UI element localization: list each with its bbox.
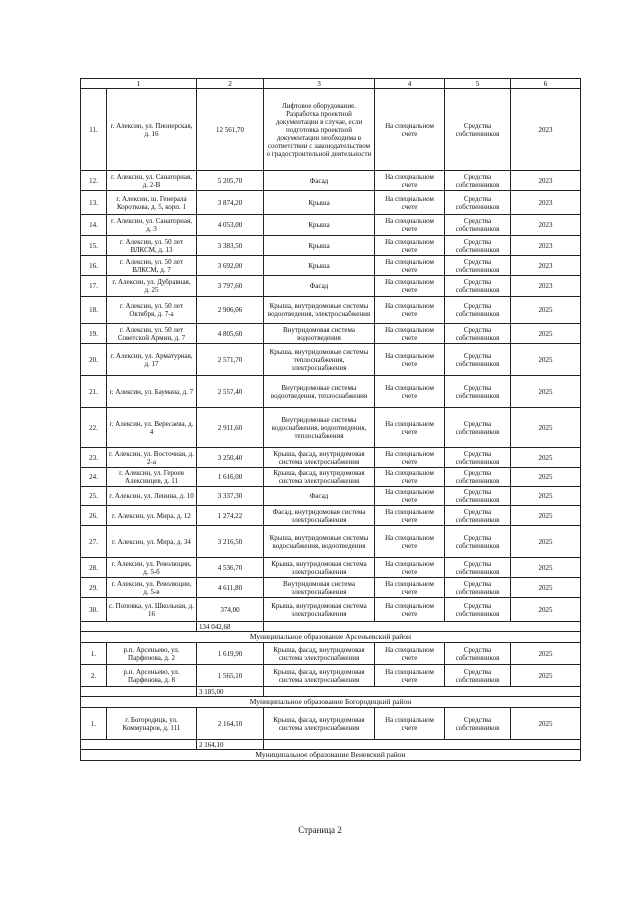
row-number: 24. [81,468,107,487]
table-row [81,708,581,740]
year-cell: 2023 [511,171,581,191]
account-cell: На специальном счете [375,344,445,376]
table-header-row [81,79,581,89]
address-cell: г. Алексин, ул. Героев Алексинцев, д. 11 [107,468,197,487]
work-type-cell: Крыша [264,215,375,236]
funding-source-cell: Средства собственников [445,468,511,487]
row-number: 14. [81,215,107,236]
total-cost-cell: 134 042,68 [197,622,264,632]
funding-source-cell: Средства собственников [445,171,511,191]
total-cost-cell: 3 185,00 [197,687,264,697]
work-type-cell: Внутридомовая система электроснабжения [264,578,375,598]
table-row [81,215,581,236]
cost-cell: 3 216,50 [197,526,264,558]
funding-source-cell: Средства собственников [445,89,511,171]
row-number: 27. [81,526,107,558]
account-cell: На специальном счете [375,665,445,687]
year-cell: 2025 [511,708,581,740]
total-row [81,687,581,697]
section-title: Муниципальное образование Веневский район [81,750,581,761]
total-row [81,740,581,750]
row-number: 26. [81,506,107,526]
section-row [81,632,581,643]
header-cell: 1 [81,79,197,89]
address-cell: г. Алексин, ул. 50 лет ВЛКСМ, д. 13 [107,236,197,256]
work-type-cell: Крыша [264,256,375,276]
account-cell: На специальном счете [375,256,445,276]
cost-cell: 374,00 [197,598,264,622]
year-cell: 2025 [511,468,581,487]
funding-source-cell: Средства собственников [445,643,511,665]
funding-source-cell: Средства собственников [445,236,511,256]
cost-cell: 4 611,80 [197,578,264,598]
section-title: Муниципальное образование Арсеньевский район [81,632,581,643]
table-row [81,665,581,687]
row-number: 15. [81,236,107,256]
funding-source-cell: Средства собственников [445,408,511,448]
address-cell: с. Поповка, ул. Школьная, д. 16 [107,598,197,622]
section-title: Муниципальное образование Богородицкий район [81,697,581,708]
table-row [81,324,581,344]
year-cell: 2025 [511,487,581,506]
account-cell: На специальном счете [375,643,445,665]
row-number: 30. [81,598,107,622]
account-cell: На специальном счете [375,297,445,324]
cost-cell: 3 874,20 [197,191,264,215]
cost-cell: 1 616,00 [197,468,264,487]
year-cell: 2023 [511,256,581,276]
table-row [81,643,581,665]
account-cell: На специальном счете [375,506,445,526]
address-cell: г. Алексин, ш. Генерала Короткова, д. 5, корп. 1 [107,191,197,215]
account-cell: На специальном счете [375,376,445,408]
work-type-cell: Фасад [264,487,375,506]
cost-cell: 3 692,00 [197,256,264,276]
total-empty-cell [264,687,581,697]
year-cell: 2025 [511,643,581,665]
row-number: 17. [81,276,107,297]
work-type-cell: Крыша, фасад, внутридомовая система электроснабжения [264,708,375,740]
year-cell: 2023 [511,191,581,215]
row-number: 2. [81,665,107,687]
cost-cell: 2 557,40 [197,376,264,408]
address-cell: г. Алексин, ул. Баумана, д. 7 [107,376,197,408]
work-type-cell: Внутридомовая система водоотведения [264,324,375,344]
row-number: 28. [81,558,107,578]
work-type-cell: Внутридомовые системы водоотведения, теплоснабжения [264,376,375,408]
cost-cell: 3 797,60 [197,276,264,297]
row-number: 16. [81,256,107,276]
cost-cell: 2 906,06 [197,297,264,324]
work-type-cell: Крыша [264,236,375,256]
year-cell: 2025 [511,598,581,622]
table-row [81,578,581,598]
table-row [81,558,581,578]
row-number: 18. [81,297,107,324]
funding-source-cell: Средства собственников [445,191,511,215]
year-cell: 2025 [511,376,581,408]
funding-source-cell: Средства собственников [445,487,511,506]
account-cell: На специальном счете [375,324,445,344]
account-cell: На специальном счете [375,578,445,598]
work-type-cell: Фасад, внутридомовая система электроснабжения [264,506,375,526]
table-row [81,598,581,622]
cost-cell: 2 911,60 [197,408,264,448]
address-cell: г. Алексин, ул. Революции, д. 5-в [107,578,197,598]
year-cell: 2025 [511,344,581,376]
funding-source-cell: Средства собственников [445,297,511,324]
address-cell: г. Алексин, ул. Революции, д. 5-б [107,558,197,578]
year-cell: 2025 [511,448,581,468]
work-type-cell: Лифтовое оборудование. Разработка проектной документации в случае, если подготовка проектной документации необходима в соответствии с законодательством о градостроительной деятельности [264,89,375,171]
table-row [81,448,581,468]
cost-cell: 1 274,22 [197,506,264,526]
funding-source-cell: Средства собственников [445,578,511,598]
table-row [81,376,581,408]
total-empty-cell [264,622,581,632]
funding-source-cell: Средства собственников [445,665,511,687]
page-footer: Страница 2 [298,825,342,835]
cost-cell: 3 337,30 [197,487,264,506]
total-row [81,622,581,632]
total-cost-cell: 2 164,10 [197,740,264,750]
header-cell: 6 [511,79,581,89]
year-cell: 2025 [511,665,581,687]
account-cell: На специальном счете [375,558,445,578]
cost-cell: 2 164,10 [197,708,264,740]
address-cell: г. Алексин, ул. Вересаева, д. 4 [107,408,197,448]
account-cell: На специальном счете [375,191,445,215]
address-cell: р.п. Арсеньево, ул. Парфенова, д. 2 [107,643,197,665]
cost-cell: 1 565,10 [197,665,264,687]
funding-source-cell: Средства собственников [445,558,511,578]
funding-source-cell: Средства собственников [445,448,511,468]
header-cell: 4 [375,79,445,89]
work-type-cell: Крыша, фасад, внутридомовая система электроснабжения [264,665,375,687]
address-cell: г. Алексин, ул. Санаторная, д. 3 [107,215,197,236]
funding-source-cell: Средства собственников [445,526,511,558]
table-row [81,408,581,448]
work-type-cell: Фасад [264,276,375,297]
funding-source-cell: Средства собственников [445,376,511,408]
work-type-cell: Крыша, фасад, внутридомовая система электроснабжения [264,448,375,468]
work-type-cell: Крыша [264,191,375,215]
cost-cell: 1 619,90 [197,643,264,665]
address-cell: г. Алексин, ул. Санаторная, д. 2-В [107,171,197,191]
funding-source-cell: Средства собственников [445,598,511,622]
document-sheet [80,78,580,761]
address-cell: г. Алексин, ул. Дубравная, д. 25 [107,276,197,297]
address-cell: г. Богородицк, ул. Коммунаров, д. 111 [107,708,197,740]
table-row [81,468,581,487]
work-type-cell: Крыша, фасад, внутридомовая система электроснабжения [264,643,375,665]
row-number: 13. [81,191,107,215]
year-cell: 2023 [511,89,581,171]
address-cell: г. Алексин, ул. Мира, д. 34 [107,526,197,558]
address-cell: г. Алексин, ул. 50 лет Советской Армии, д. 7 [107,324,197,344]
address-cell: г. Алексин, ул. 50 лет Октября, д. 7-а [107,297,197,324]
address-cell: р.п. Арсеньево, ул. Парфенова, д. 8 [107,665,197,687]
cost-cell: 3 383,50 [197,236,264,256]
repair-table [80,78,581,761]
cost-cell: 4 053,00 [197,215,264,236]
work-type-cell: Внутридомовые системы водоснабжения, водоотведения, теплоснабжения [264,408,375,448]
row-number: 1. [81,708,107,740]
row-number: 20. [81,344,107,376]
table-row [81,89,581,171]
table-row [81,256,581,276]
year-cell: 2025 [511,526,581,558]
row-number: 25. [81,487,107,506]
funding-source-cell: Средства собственников [445,708,511,740]
funding-source-cell: Средства собственников [445,324,511,344]
row-number: 22. [81,408,107,448]
account-cell: На специальном счете [375,468,445,487]
table-row [81,191,581,215]
table-row [81,344,581,376]
address-cell: г. Алексин, ул. Мира, д. 12 [107,506,197,526]
cost-cell: 4 536,70 [197,558,264,578]
year-cell: 2023 [511,236,581,256]
funding-source-cell: Средства собственников [445,215,511,236]
account-cell: На специальном счете [375,448,445,468]
table-row [81,276,581,297]
header-cell: 5 [445,79,511,89]
account-cell: На специальном счете [375,526,445,558]
work-type-cell: Крыша, внутридомовые системы теплоснабжения, электроснабжения [264,344,375,376]
table-row [81,526,581,558]
table-row [81,171,581,191]
cost-cell: 2 571,70 [197,344,264,376]
table-row [81,236,581,256]
cost-cell: 3 250,40 [197,448,264,468]
table-body [81,79,581,761]
funding-source-cell: Средства собственников [445,256,511,276]
address-cell: г. Алексин, ул. Пионерская, д. 16 [107,89,197,171]
year-cell: 2025 [511,324,581,344]
account-cell: На специальном счете [375,598,445,622]
total-label-cell [81,622,197,632]
cost-cell: 4 805,60 [197,324,264,344]
year-cell: 2025 [511,297,581,324]
row-number: 1. [81,643,107,665]
work-type-cell: Крыша, внутридомовая система электроснабжения [264,598,375,622]
year-cell: 2023 [511,215,581,236]
section-row [81,697,581,708]
section-row [81,750,581,761]
total-empty-cell [264,740,581,750]
address-cell: г. Алексин, ул. Арматурная, д. 17 [107,344,197,376]
row-number: 23. [81,448,107,468]
funding-source-cell: Средства собственников [445,506,511,526]
year-cell: 2025 [511,408,581,448]
account-cell: На специальном счете [375,708,445,740]
work-type-cell: Крыша, внутридомовая система электроснабжения [264,558,375,578]
address-cell: г. Алексин, ул. 50 лет ВЛКСМ, д. 7 [107,256,197,276]
year-cell: 2025 [511,578,581,598]
table-row [81,506,581,526]
account-cell: На специальном счете [375,215,445,236]
address-cell: г. Алексин, ул. Ленина, д. 10 [107,487,197,506]
header-cell: 3 [264,79,375,89]
table-row [81,297,581,324]
total-label-cell [81,740,197,750]
work-type-cell: Фасад [264,171,375,191]
row-number: 21. [81,376,107,408]
row-number: 19. [81,324,107,344]
account-cell: На специальном счете [375,408,445,448]
account-cell: На специальном счете [375,171,445,191]
address-cell: г. Алексин, ул. Восточная, д. 2-а [107,448,197,468]
cost-cell: 5 205,70 [197,171,264,191]
year-cell: 2025 [511,558,581,578]
account-cell: На специальном счете [375,89,445,171]
work-type-cell: Крыша, фасад, внутридомовая система электроснабжения [264,468,375,487]
cost-cell: 12 561,70 [197,89,264,171]
funding-source-cell: Средства собственников [445,344,511,376]
row-number: 29. [81,578,107,598]
table-row [81,487,581,506]
account-cell: На специальном счете [375,236,445,256]
work-type-cell: Крыша, внутридомовые системы водоотведения, электроснабжения [264,297,375,324]
year-cell: 2023 [511,276,581,297]
header-cell: 2 [197,79,264,89]
total-label-cell [81,687,197,697]
work-type-cell: Крыша, внутридомовые системы водоснабжения, водоотведения [264,526,375,558]
row-number: 11. [81,89,107,171]
account-cell: На специальном счете [375,487,445,506]
row-number: 12. [81,171,107,191]
funding-source-cell: Средства собственников [445,276,511,297]
year-cell: 2025 [511,506,581,526]
account-cell: На специальном счете [375,276,445,297]
